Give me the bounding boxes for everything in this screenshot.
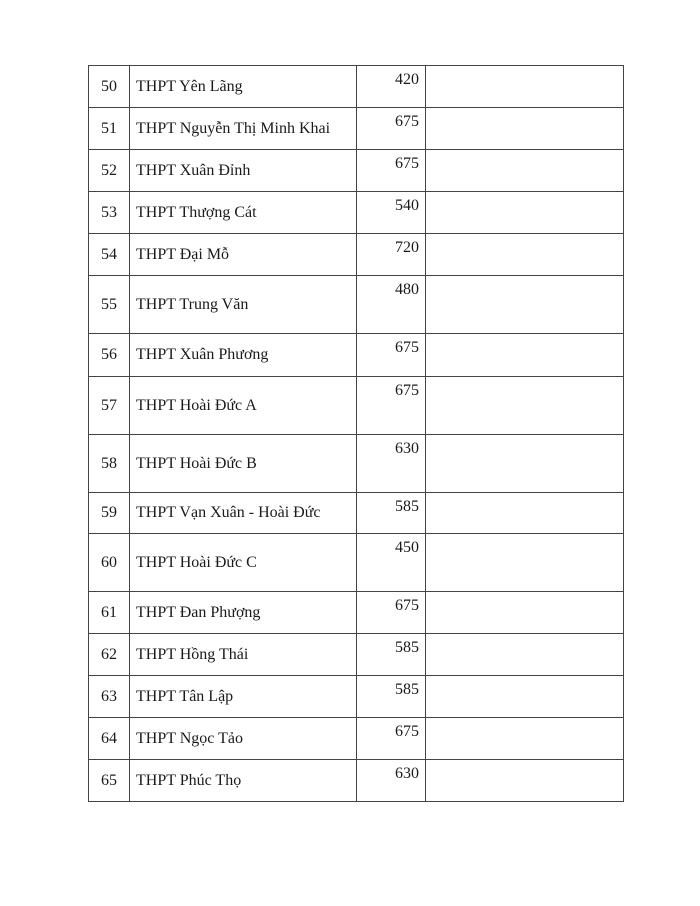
quota-value: 540 bbox=[357, 192, 426, 234]
row-number: 65 bbox=[89, 760, 130, 802]
row-number: 62 bbox=[89, 634, 130, 676]
row-number: 54 bbox=[89, 234, 130, 276]
school-name: THPT Thượng Cát bbox=[130, 192, 357, 234]
row-number: 60 bbox=[89, 534, 130, 592]
table-row bbox=[89, 534, 624, 592]
note-cell bbox=[426, 760, 624, 802]
table-row bbox=[89, 192, 624, 234]
note-cell bbox=[426, 334, 624, 377]
note-cell bbox=[426, 534, 624, 592]
school-name: THPT Xuân Đỉnh bbox=[130, 150, 357, 192]
school-name: THPT Đan Phượng bbox=[130, 592, 357, 634]
school-name: THPT Yên Lãng bbox=[130, 66, 357, 108]
quota-value: 585 bbox=[357, 493, 426, 534]
quota-value: 675 bbox=[357, 334, 426, 377]
note-cell bbox=[426, 493, 624, 534]
note-cell bbox=[426, 150, 624, 192]
quota-value: 630 bbox=[357, 435, 426, 493]
quota-value: 630 bbox=[357, 760, 426, 802]
note-cell bbox=[426, 192, 624, 234]
school-quota-table bbox=[88, 65, 624, 802]
quota-value: 420 bbox=[357, 66, 426, 108]
table-row bbox=[89, 676, 624, 718]
school-name: THPT Hoài Đức C bbox=[130, 534, 357, 592]
school-name: THPT Hồng Thái bbox=[130, 634, 357, 676]
row-number: 53 bbox=[89, 192, 130, 234]
row-number: 58 bbox=[89, 435, 130, 493]
table-row bbox=[89, 634, 624, 676]
table-body bbox=[89, 66, 624, 802]
row-number: 63 bbox=[89, 676, 130, 718]
quota-value: 450 bbox=[357, 534, 426, 592]
table-row bbox=[89, 760, 624, 802]
table-row bbox=[89, 592, 624, 634]
row-number: 57 bbox=[89, 377, 130, 435]
note-cell bbox=[426, 634, 624, 676]
row-number: 55 bbox=[89, 276, 130, 334]
quota-value: 585 bbox=[357, 634, 426, 676]
note-cell bbox=[426, 718, 624, 760]
note-cell bbox=[426, 234, 624, 276]
school-name: THPT Hoài Đức B bbox=[130, 435, 357, 493]
note-cell bbox=[426, 66, 624, 108]
note-cell bbox=[426, 435, 624, 493]
quota-value: 675 bbox=[357, 108, 426, 150]
note-cell bbox=[426, 676, 624, 718]
row-number: 51 bbox=[89, 108, 130, 150]
school-name: THPT Phúc Thọ bbox=[130, 760, 357, 802]
quota-value: 675 bbox=[357, 377, 426, 435]
row-number: 59 bbox=[89, 493, 130, 534]
row-number: 50 bbox=[89, 66, 130, 108]
quota-value: 675 bbox=[357, 150, 426, 192]
row-number: 56 bbox=[89, 334, 130, 377]
table-row bbox=[89, 66, 624, 108]
school-name: THPT Nguyễn Thị Minh Khai bbox=[130, 108, 357, 150]
quota-value: 675 bbox=[357, 592, 426, 634]
school-name: THPT Tân Lập bbox=[130, 676, 357, 718]
table-row bbox=[89, 435, 624, 493]
table-row bbox=[89, 234, 624, 276]
table-row bbox=[89, 150, 624, 192]
school-name: THPT Ngọc Tảo bbox=[130, 718, 357, 760]
school-name: THPT Trung Văn bbox=[130, 276, 357, 334]
quota-value: 585 bbox=[357, 676, 426, 718]
table-row bbox=[89, 334, 624, 377]
note-cell bbox=[426, 276, 624, 334]
note-cell bbox=[426, 592, 624, 634]
quota-value: 480 bbox=[357, 276, 426, 334]
school-name: THPT Vạn Xuân - Hoài Đức bbox=[130, 493, 357, 534]
table-row bbox=[89, 276, 624, 334]
school-name: THPT Hoài Đức A bbox=[130, 377, 357, 435]
row-number: 52 bbox=[89, 150, 130, 192]
table-row bbox=[89, 377, 624, 435]
school-name: THPT Đại Mỗ bbox=[130, 234, 357, 276]
note-cell bbox=[426, 377, 624, 435]
quota-value: 675 bbox=[357, 718, 426, 760]
table-row bbox=[89, 493, 624, 534]
row-number: 61 bbox=[89, 592, 130, 634]
quota-value: 720 bbox=[357, 234, 426, 276]
table-row bbox=[89, 718, 624, 760]
table-row bbox=[89, 108, 624, 150]
row-number: 64 bbox=[89, 718, 130, 760]
school-name: THPT Xuân Phương bbox=[130, 334, 357, 377]
note-cell bbox=[426, 108, 624, 150]
